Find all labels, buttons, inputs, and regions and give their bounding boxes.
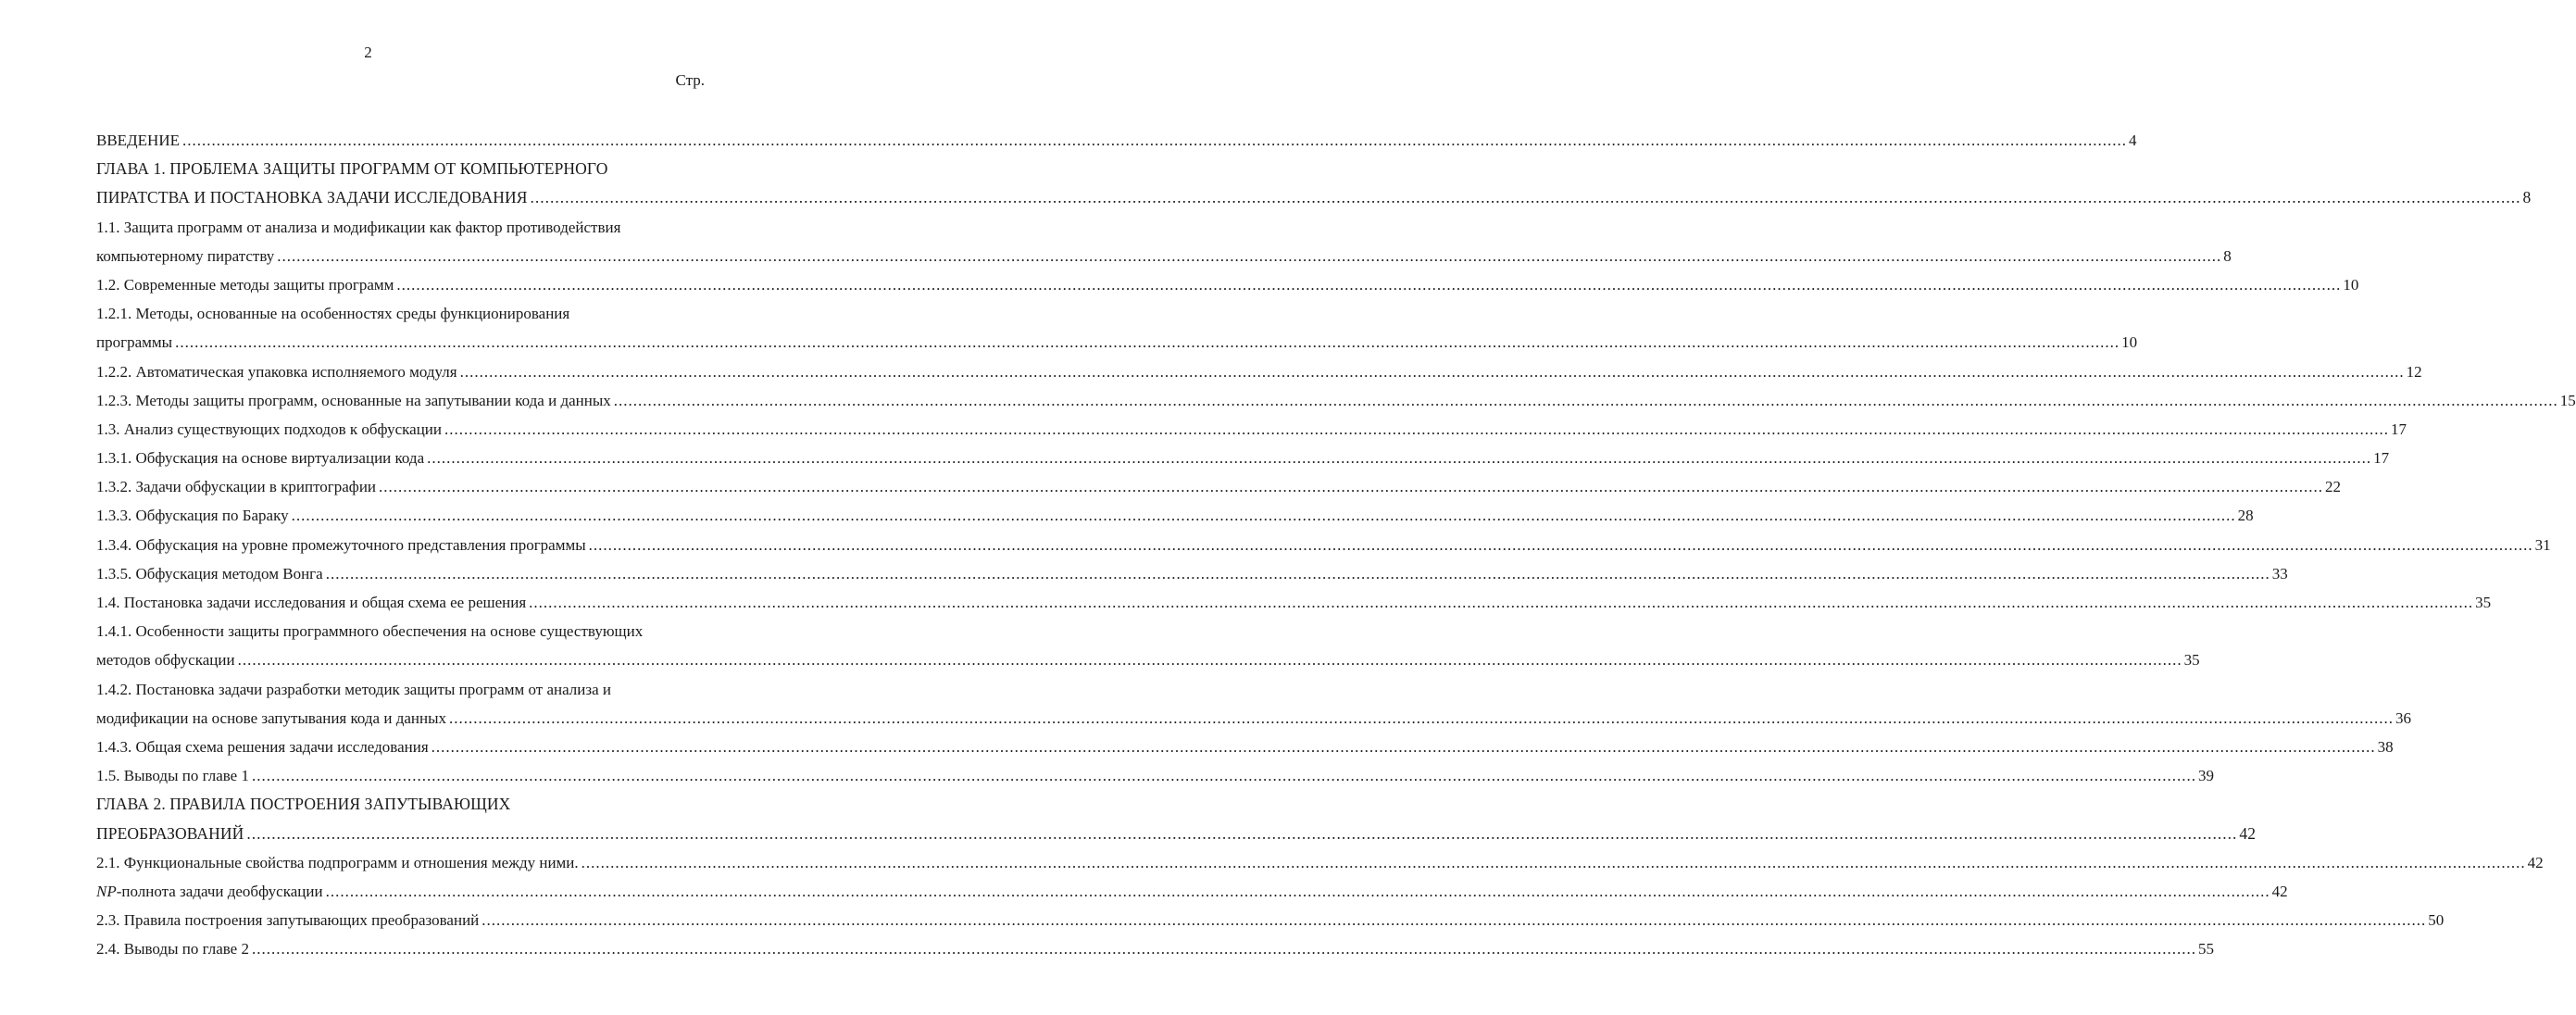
- toc-leader-dots: ................................................................................................................................................................................................................................................................................................................................................................................................................: [251, 767, 2196, 785]
- toc-entry: [96, 906, 2445, 934]
- toc-entry: [96, 559, 2288, 588]
- toc-entry-title: 1.2. Современные методы защиты программ: [96, 275, 394, 294]
- toc-entry: [96, 472, 2342, 501]
- page-number: 2: [364, 44, 372, 61]
- toc-entry: [96, 934, 2214, 963]
- toc-entry-page: 31: [2534, 535, 2551, 554]
- toc-leader-dots: ................................................................................................................................................................................................................................................................................................................................................................................................................: [251, 940, 2196, 959]
- toc-entry: [96, 531, 2551, 559]
- toc-entry-title: 1.2.3. Методы защиты программ, основанные на запутывании кода и данных: [96, 391, 611, 409]
- toc-entry-title: 2.4. Выводы по главе 2: [96, 940, 249, 959]
- toc-entry: [96, 242, 2232, 270]
- toc-leader-dots: ................................................................................................................................................................................................................................................................................................................................................................................................................: [175, 333, 2120, 352]
- toc-entry-page: 15: [2559, 391, 2576, 409]
- toc-entry-page: 35: [2183, 651, 2200, 670]
- toc-leader-dots: ................................................................................................................................................................................................................................................................................................................................................................................................................: [613, 391, 2558, 409]
- toc-entry-title: 1.2.2. Автоматическая упаковка исполняемого модуля: [96, 362, 457, 381]
- toc-entry-page: 38: [2377, 737, 2394, 756]
- toc-entry-page: 28: [2237, 507, 2254, 525]
- toc-entry-page: 22: [2325, 478, 2342, 496]
- toc-entry-title: ПИРАТСТВА И ПОСТАНОВКА ЗАДАЧИ ИССЛЕДОВАНИЯ: [96, 188, 528, 207]
- toc-entry-title: 2.1. Функциональные свойства подпрограмм и отношения между ними.: [96, 853, 579, 871]
- toc-entry-page: 4: [2128, 132, 2137, 149]
- toc-leader-dots: ................................................................................................................................................................................................................................................................................................................................................................................................................: [181, 132, 2127, 149]
- toc-entry: [96, 357, 2422, 386]
- toc-entry-page: 33: [2271, 564, 2288, 583]
- toc-entry-page: 50: [2428, 911, 2445, 930]
- toc-entry: [96, 126, 2137, 155]
- toc-entry: [96, 645, 2200, 674]
- toc-leader-dots: ................................................................................................................................................................................................................................................................................................................................................................................................................: [431, 737, 2376, 756]
- toc-entry: [96, 444, 2390, 472]
- toc-entry-page: 8: [2223, 246, 2232, 265]
- toc-entry-page: 55: [2197, 940, 2214, 959]
- toc-leader-dots: ................................................................................................................................................................................................................................................................................................................................................................................................................: [530, 188, 2521, 207]
- toc-entry-title: 1.3.5. Обфускация методом Вонга: [96, 564, 323, 583]
- toc-entry-page: 39: [2197, 767, 2214, 785]
- toc-entry-page: 17: [2391, 420, 2407, 438]
- toc-leader-dots: ................................................................................................................................................................................................................................................................................................................................................................................................................: [529, 594, 2474, 611]
- toc-entry: [96, 183, 2532, 212]
- toc-entry-title: 1.1. Защита программ от анализа и модификации как фактор противодействия: [96, 218, 621, 236]
- toc-entry-title: 1.4.3. Общая схема решения задачи исследования: [96, 737, 429, 756]
- toc-entry: [96, 877, 2288, 906]
- toc-leader-dots: ................................................................................................................................................................................................................................................................................................................................................................................................................: [291, 507, 2236, 525]
- toc-leader-dots: ................................................................................................................................................................................................................................................................................................................................................................................................................: [325, 564, 2270, 583]
- toc-entry-page: 10: [2121, 333, 2138, 352]
- toc-entry-title: программы: [96, 333, 173, 352]
- toc-leader-dots: ................................................................................................................................................................................................................................................................................................................................................................................................................: [427, 449, 2372, 468]
- toc-entry: [96, 761, 2214, 790]
- toc-entry: [96, 155, 706, 183]
- toc-leader-dots: ................................................................................................................................................................................................................................................................................................................................................................................................................: [246, 823, 2238, 843]
- toc-leader-dots: ................................................................................................................................................................................................................................................................................................................................................................................................................: [459, 362, 2405, 381]
- page-column-label: Стр.: [675, 71, 705, 89]
- toc-leader-dots: ................................................................................................................................................................................................................................................................................................................................................................................................................: [588, 535, 2533, 554]
- toc-leader-dots: ................................................................................................................................................................................................................................................................................................................................................................................................................: [444, 420, 2389, 438]
- toc-entry-page: 8: [2522, 188, 2532, 207]
- toc-entry-page: 42: [2527, 853, 2544, 871]
- toc-entry: [96, 733, 2394, 761]
- toc-entry-title: ПРЕОБРАЗОВАНИЙ: [96, 823, 244, 843]
- toc-entry-title: 1.4.1. Особенности защиты программного обеспечения на основе существующих: [96, 622, 644, 641]
- toc-entry-page: 36: [2395, 708, 2412, 727]
- toc-leader-dots: ................................................................................................................................................................................................................................................................................................................................................................................................................: [379, 478, 2324, 496]
- toc-entry-title: [96, 877, 323, 906]
- table-of-contents: [96, 126, 2576, 963]
- toc-entry: [96, 617, 706, 645]
- toc-leader-dots: ................................................................................................................................................................................................................................................................................................................................................................................................................: [277, 246, 2222, 265]
- toc-entry: [96, 820, 2257, 848]
- toc-entry: [96, 848, 2544, 877]
- toc-entry-title-text: -полнота задачи деобфускации: [116, 882, 323, 900]
- toc-entry-title: 1.4. Постановка задачи исследования и общая схема ее решения: [96, 594, 527, 611]
- toc-entry-title: 1.3.2. Задачи обфускации в криптографии: [96, 478, 377, 496]
- toc-entry-title: 1.2.1. Методы, основанные на особенностях среды функционирования: [96, 305, 570, 323]
- toc-entry-title: ГЛАВА 1. ПРОБЛЕМА ЗАЩИТЫ ПРОГРАММ ОТ КОМПЬЮТЕРНОГО: [96, 159, 608, 179]
- toc-entry: [96, 588, 2492, 617]
- toc-entry-page: 35: [2475, 594, 2492, 611]
- toc-leader-dots: ................................................................................................................................................................................................................................................................................................................................................................................................................: [396, 275, 2342, 294]
- toc-entry-page: 10: [2343, 275, 2359, 294]
- toc-entry: [96, 501, 2254, 530]
- toc-entry: [96, 675, 706, 704]
- toc-entry: [96, 790, 706, 819]
- toc-leader-dots: ................................................................................................................................................................................................................................................................................................................................................................................................................: [237, 651, 2182, 670]
- toc-entry-page: 42: [2271, 882, 2288, 900]
- toc-leader-dots: ................................................................................................................................................................................................................................................................................................................................................................................................................: [325, 882, 2270, 900]
- toc-entry-title: ГЛАВА 2. ПРАВИЛА ПОСТРОЕНИЯ ЗАПУТЫВАЮЩИХ: [96, 795, 511, 814]
- toc-entry-title: модификации на основе запутывания кода и данных: [96, 708, 447, 727]
- toc-entry-title: 1.5. Выводы по главе 1: [96, 767, 249, 785]
- toc-entry-title: 1.3. Анализ существующих подходов к обфускации: [96, 420, 442, 438]
- toc-entry-title: 1.3.3. Обфускация по Бараку: [96, 507, 289, 525]
- toc-entry-page: 12: [2406, 362, 2422, 381]
- toc-entry-title: 1.3.4. Обфускация на уровне промежуточного представления программы: [96, 535, 586, 554]
- toc-entry: [96, 299, 706, 328]
- toc-entry: [96, 415, 2407, 444]
- toc-entry-italic-prefix: NP: [96, 882, 117, 900]
- toc-entry-title: компьютерному пиратству: [96, 246, 275, 265]
- toc-entry-page: 17: [2373, 449, 2390, 468]
- toc-entry: [96, 386, 2576, 415]
- toc-entry-title: 1.3.1. Обфускация на основе виртуализации кода: [96, 449, 425, 468]
- toc-entry: [96, 704, 2412, 733]
- toc-entry-page: 42: [2239, 823, 2257, 843]
- toc-entry-title: 2.3. Правила построения запутывающих преобразований: [96, 911, 480, 930]
- toc-entry-title: 1.4.2. Постановка задачи разработки методик защиты программ от анализа и: [96, 680, 611, 698]
- toc-entry-title: методов обфускации: [96, 651, 235, 670]
- toc-entry: [96, 213, 706, 242]
- toc-entry: [96, 328, 2138, 357]
- toc-entry: [96, 270, 2359, 299]
- toc-entry-title: ВВЕДЕНИЕ: [96, 132, 180, 149]
- toc-leader-dots: ................................................................................................................................................................................................................................................................................................................................................................................................................: [449, 708, 2395, 727]
- toc-leader-dots: ................................................................................................................................................................................................................................................................................................................................................................................................................: [481, 911, 2427, 930]
- toc-leader-dots: ................................................................................................................................................................................................................................................................................................................................................................................................................: [581, 853, 2526, 871]
